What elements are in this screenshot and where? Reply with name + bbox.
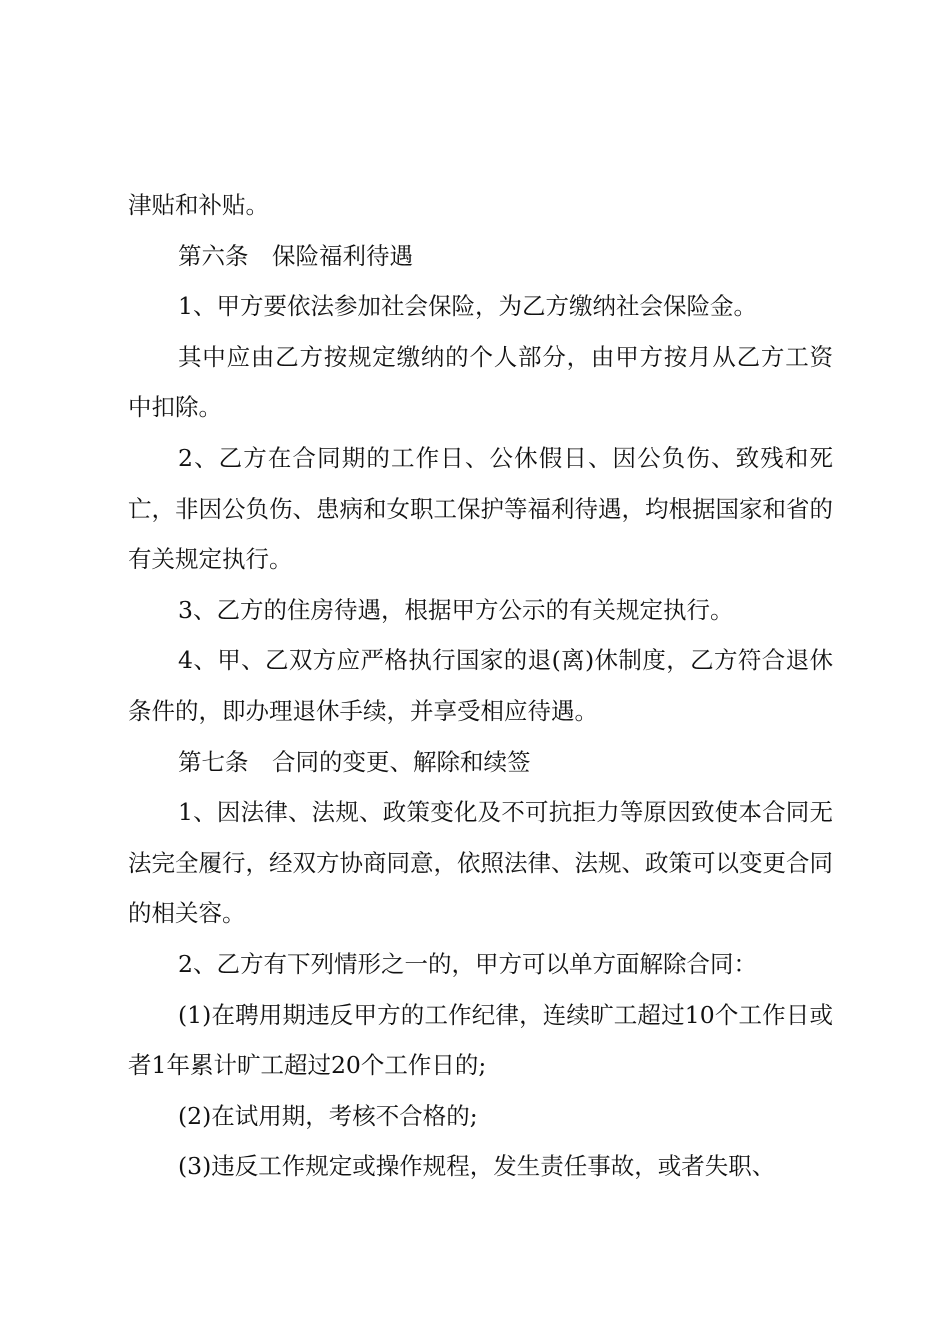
paragraph: 其中应由乙方按规定缴纳的个人部分，由甲方按月从乙方工资中扣除。 [128, 342, 833, 422]
paragraph: 2、乙方有下列情形之一的，甲方可以单方面解除合同： [178, 949, 757, 978]
list-item: (3)违反工作规定或操作规程，发生责任事故，或者失职、 [178, 1152, 776, 1181]
article-7-heading: 第七条 合同的变更、解除和续签 [178, 747, 531, 776]
document-body [128, 180, 833, 1192]
paragraph: 4、甲、乙双方应严格执行国家的退(离)休制度，乙方符合退休条件的，即办理退休手续，并享受相应待遇。 [128, 646, 833, 725]
list-item: (2)在试用期，考核不合格的; [178, 1101, 478, 1130]
article-6-heading: 第六条 保险福利待遇 [178, 241, 413, 270]
list-item: (1)在聘用期违反甲方的工作纪律，连续旷工超过10个工作日或者1年累计旷工超过20个工作日的; [128, 1000, 833, 1080]
paragraph: 1、甲方要依法参加社会保险，为乙方缴纳社会保险金。 [178, 292, 757, 321]
paragraph: 3、乙方的住房待遇，根据甲方公示的有关规定执行。 [178, 595, 734, 624]
paragraph-continuation: 津贴和补贴。 [128, 191, 269, 219]
paragraph: 2、乙方在合同期的工作日、公休假日、因公负伤、致残和死亡，非因公负伤、患病和女职工保护等福利待遇，均根据国家和省的有关规定执行。 [128, 443, 833, 574]
paragraph: 1、因法律、法规、政策变化及不可抗拒力等原因致使本合同无法完全履行，经双方协商同意，依照法律、法规、政策可以变更合同的相关容。 [128, 798, 833, 928]
